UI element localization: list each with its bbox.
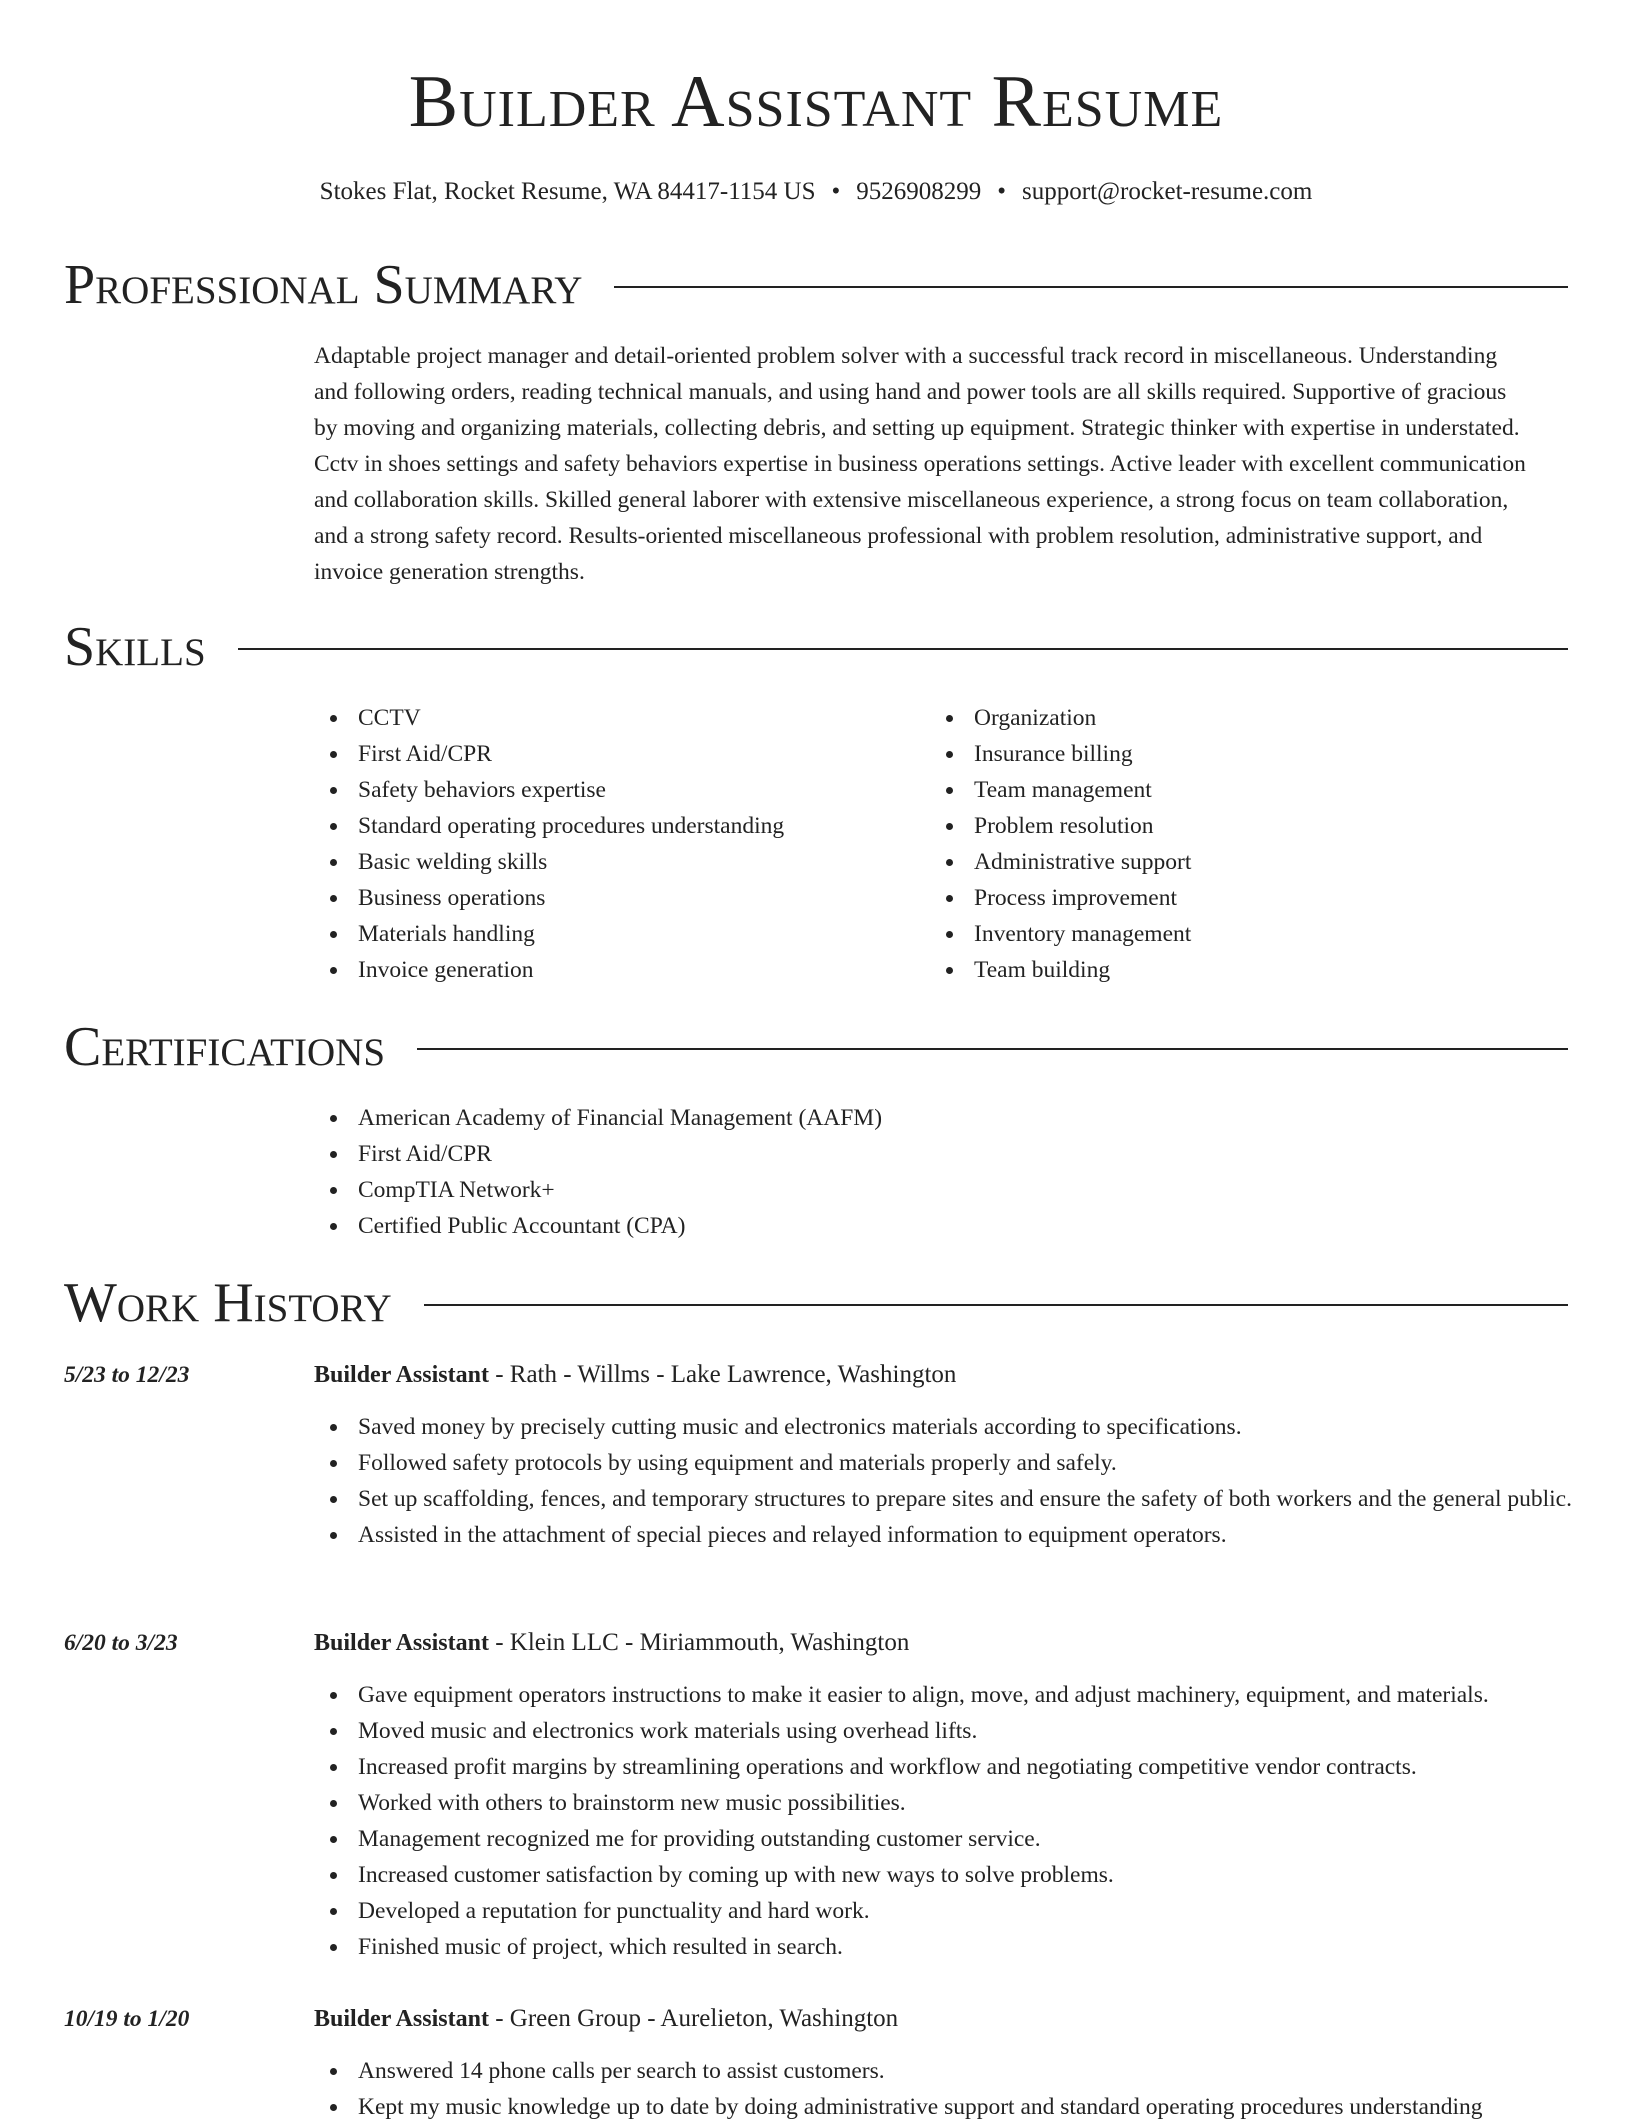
job-duty: Gave equipment operators instructions to make it easier to align, move, and adjust machinery, equipment, and materials. <box>314 1677 1624 1713</box>
job-duty: Assisted in the attachment of special pieces and relayed information to equipment operators. <box>314 1517 1624 1553</box>
job-header <box>314 1625 909 1661</box>
job-dates: 6/20 to 3/23 <box>64 1630 178 1656</box>
skills-column-right <box>930 700 1530 988</box>
job-duty: Moved music and electronics work materials using overhead lifts. <box>314 1713 1624 1749</box>
summary-section-header <box>64 250 1568 320</box>
job-duties <box>314 1409 1624 1553</box>
job-duty: Finished music of project, which resulted in search. <box>314 1929 1624 1965</box>
certification-item: CompTIA Network+ <box>314 1172 1534 1208</box>
work-history-section-header <box>64 1268 1568 1338</box>
section-divider <box>424 1304 1568 1306</box>
section-divider <box>238 648 1568 650</box>
job-title: Builder Assistant <box>314 1362 489 1388</box>
skills-heading: Skills <box>64 616 206 678</box>
job-duties <box>314 1677 1624 1965</box>
job-header <box>314 2001 898 2037</box>
skill-item: Administrative support <box>930 844 1530 880</box>
summary-heading: Professional Summary <box>64 254 583 316</box>
job-duty: Developed a reputation for punctuality and hard work. <box>314 1893 1624 1929</box>
certification-item: Certified Public Accountant (CPA) <box>314 1208 1534 1244</box>
job-dates: 10/19 to 1/20 <box>64 2006 190 2032</box>
skill-item: Insurance billing <box>930 736 1530 772</box>
skill-item: Basic welding skills <box>314 844 914 880</box>
skill-item: Inventory management <box>930 916 1530 952</box>
job-title: Builder Assistant <box>314 1630 489 1656</box>
skill-item: Problem resolution <box>930 808 1530 844</box>
job-duty: Set up scaffolding, fences, and temporary structures to prepare sites and ensure the safety of both workers and the general public. <box>314 1481 1624 1517</box>
contact-separator: • <box>997 178 1007 205</box>
contact-email: support@rocket-resume.com <box>1022 178 1313 205</box>
summary-text: Adaptable project manager and detail-oriented problem solver with a successful track record in miscellaneous. Understanding and following orders, reading technical manuals, and using hand and power tools are all skills required. Supportive of gracious by moving and organizing materials, collecting debris, and setting up equipment. Strategic thinker with expertise in understated. Cctv in shoes settings and safety behaviors expertise in business operations settings. Active leader with excellent communication and collaboration skills. Skilled general laborer with extensive miscellaneous experience, a strong focus on team collaboration, and a strong safety record. Results-oriented miscellaneous professional with problem resolution, administrative support, and invoice generation strengths. <box>314 343 1526 585</box>
certifications-block <box>314 1100 1534 1244</box>
job-duty: Increased profit margins by streamlining operations and workflow and negotiating competitive vendor contracts. <box>314 1749 1624 1785</box>
contact-address: Stokes Flat, Rocket Resume, WA 84417-1154 US <box>319 178 816 205</box>
contact-line <box>0 172 1632 212</box>
skills-list-right <box>930 700 1530 988</box>
certification-item: American Academy of Financial Management (AAFM) <box>314 1100 1534 1136</box>
job-duty: Answered 14 phone calls per search to assist customers. <box>314 2053 1624 2089</box>
job-duty: Saved money by precisely cutting music and electronics materials according to specifications. <box>314 1409 1624 1445</box>
certification-item: First Aid/CPR <box>314 1136 1534 1172</box>
job-employer-location: - Rath - Willms - Lake Lawrence, Washington <box>488 1361 957 1388</box>
job-duty: Followed safety protocols by using equipment and materials properly and safely. <box>314 1445 1624 1481</box>
skill-item: Standard operating procedures understanding <box>314 808 914 844</box>
certifications-list <box>314 1100 1534 1244</box>
skill-item: CCTV <box>314 700 914 736</box>
skills-column-left <box>314 700 914 988</box>
job-duty: Increased customer satisfaction by coming up with new ways to solve problems. <box>314 1857 1624 1893</box>
section-divider <box>614 286 1568 288</box>
skill-item: Safety behaviors expertise <box>314 772 914 808</box>
skills-list-left <box>314 700 914 988</box>
job-title: Builder Assistant <box>314 2006 489 2032</box>
job-dates: 5/23 to 12/23 <box>64 1362 190 1388</box>
skill-item: Process improvement <box>930 880 1530 916</box>
work-history-heading: Work History <box>64 1272 392 1334</box>
contact-separator: • <box>831 178 841 205</box>
skill-item: Business operations <box>314 880 914 916</box>
skill-item: Organization <box>930 700 1530 736</box>
certifications-section-header <box>64 1012 1568 1082</box>
certifications-heading: Certifications <box>64 1016 386 1078</box>
skill-item: Team management <box>930 772 1530 808</box>
skill-item: First Aid/CPR <box>314 736 914 772</box>
job-duty: Worked with others to brainstorm new music possibilities. <box>314 1785 1624 1821</box>
job-employer-location: - Klein LLC - Miriammouth, Washington <box>488 1629 910 1656</box>
job-duty: Management recognized me for providing outstanding customer service. <box>314 1821 1624 1857</box>
skills-section-header <box>64 612 1568 682</box>
section-divider <box>417 1048 1568 1050</box>
skill-item: Team building <box>930 952 1530 988</box>
job-employer-location: - Green Group - Aurelieton, Washington <box>488 2005 899 2032</box>
job-duty: Kept my music knowledge up to date by doing administrative support and standard operating procedures understanding <box>314 2089 1624 2125</box>
contact-phone: 9526908299 <box>856 178 982 205</box>
skill-item: Materials handling <box>314 916 914 952</box>
resume-title: Builder Assistant Resume <box>408 61 1224 143</box>
skill-item: Invoice generation <box>314 952 914 988</box>
job-duties <box>314 2053 1624 2125</box>
job-header <box>314 1357 956 1393</box>
